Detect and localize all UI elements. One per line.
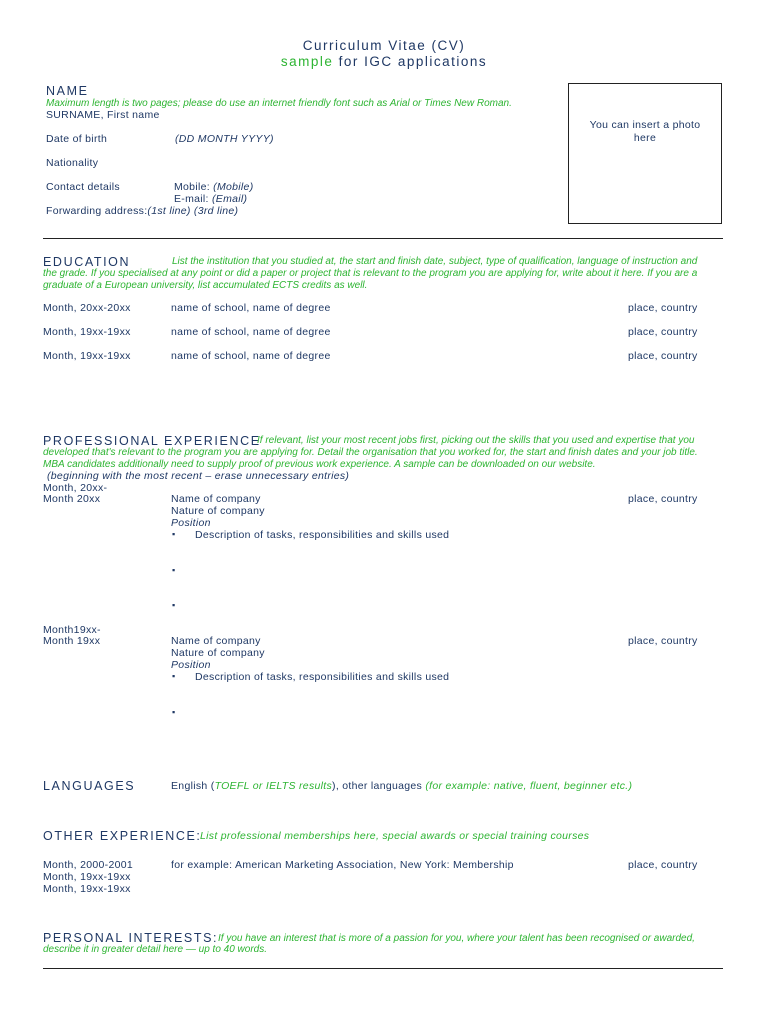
education-heading: EDUCATION xyxy=(43,255,131,269)
other-experience-note: List professional memberships here, special awards or special training courses xyxy=(200,830,590,842)
job-date-start: Month, 20xx- xyxy=(43,482,108,494)
job-task: Description of tasks, responsibilities and skills used xyxy=(195,671,450,683)
education-note-3: graduate of a European university, list accumulated ECTS credits as well. xyxy=(43,280,368,291)
name-heading: NAME xyxy=(46,84,89,98)
job-nature: Nature of company xyxy=(171,505,265,517)
other-date: Month, 2000-2001 xyxy=(43,859,134,871)
languages-line xyxy=(171,780,632,792)
contact-label: Contact details xyxy=(46,181,120,193)
sample-word: sample xyxy=(280,54,334,69)
experience-note-3: MBA candidates additionally need to supply proof of previous work experience. A sample can be downloaded on our website. xyxy=(43,459,596,470)
job-task: Description of tasks, responsibilities and skills used xyxy=(195,529,450,541)
interests-note-2: describe it in greater detail here — up to 40 words. xyxy=(43,944,268,955)
experience-note-1: If relevant, list your most recent jobs first, picking out the skills that you used and expertise that you xyxy=(257,435,695,446)
forwarding-label: Forwarding address: xyxy=(46,205,148,217)
mobile-line xyxy=(174,181,254,193)
job-company: Name of company xyxy=(171,635,261,647)
edu-desc: name of school, name of degree xyxy=(171,350,331,362)
job-date-end: Month 20xx xyxy=(43,493,101,505)
other-date: Month, 19xx-19xx xyxy=(43,883,131,895)
photo-placeholder-text: You can insert a photo here xyxy=(589,119,701,144)
bullet: ▪ xyxy=(172,565,176,575)
edu-date: Month, 19xx-19xx xyxy=(43,350,131,362)
experience-note-2: developed that's relevant to the program you are applying for. Detail the organisation that you worked for, the start and finish dates and your job title. xyxy=(43,447,698,458)
job-place: place, country xyxy=(628,493,698,505)
job-place: place, country xyxy=(628,635,698,647)
experience-heading: PROFESSIONAL EXPERIENCE xyxy=(43,434,261,448)
education-note-2: the grade. If you specialised at any point or did a paper or project that is relevant to the program you are applying for, write about it here. If you are a xyxy=(43,268,698,279)
bullet: ▪ xyxy=(172,529,176,539)
divider-bottom xyxy=(43,968,723,969)
interests-heading: PERSONAL INTERESTS: xyxy=(43,931,219,945)
mobile-label: Mobile: xyxy=(174,181,210,193)
education-note-1: List the institution that you studied at, the start and finish date, subject, type of qualification, language of instruction and xyxy=(172,256,698,267)
email-label: E-mail: xyxy=(174,193,209,205)
job-date-end: Month 19xx xyxy=(43,635,101,647)
other-experience-heading: OTHER EXPERIENCE: xyxy=(43,829,202,843)
job-company: Name of company xyxy=(171,493,261,505)
bullet: ▪ xyxy=(172,707,176,717)
job-date-start: Month19xx- xyxy=(43,624,101,636)
forwarding-value: (1st line) (3rd line) xyxy=(147,205,239,217)
edu-date: Month, 19xx-19xx xyxy=(43,326,131,338)
bullet: ▪ xyxy=(172,600,176,610)
job-nature: Nature of company xyxy=(171,647,265,659)
experience-note-4: (beginning with the most recent – erase unnecessary entries) xyxy=(47,470,350,482)
surname-field: SURNAME, First name xyxy=(46,109,160,121)
job-position: Position xyxy=(171,659,211,671)
other-place: place, country xyxy=(628,859,698,871)
mobile-value: (Mobile) xyxy=(213,181,254,193)
edu-desc: name of school, name of degree xyxy=(171,326,331,338)
email-line xyxy=(174,193,247,205)
nationality-label: Nationality xyxy=(46,157,99,169)
bullet: ▪ xyxy=(172,671,176,681)
edu-date: Month, 20xx-20xx xyxy=(43,302,131,314)
edu-desc: name of school, name of degree xyxy=(171,302,331,314)
languages-heading: LANGUAGES xyxy=(43,779,136,793)
interests-note-1: If you have an interest that is more of a passion for you, where your talent has been recognised or awarded, xyxy=(218,933,695,944)
job-position: Position xyxy=(171,517,211,529)
cv-title: Curriculum Vitae (CV) xyxy=(302,38,466,53)
other-desc: for example: American Marketing Association, New York: Membership xyxy=(171,859,514,871)
languages-example: (for example: native, fluent, beginner etc.) xyxy=(425,780,633,792)
photo-placeholder xyxy=(568,83,722,224)
languages-tests: TOEFL or IELTS results xyxy=(214,780,333,792)
languages-other: ), other languages xyxy=(332,780,426,792)
edu-place: place, country xyxy=(628,326,698,338)
edu-place: place, country xyxy=(628,350,698,362)
dob-label: Date of birth xyxy=(46,133,108,145)
divider-top xyxy=(43,238,723,239)
languages-english: English ( xyxy=(171,780,215,792)
forwarding-line xyxy=(46,205,238,217)
edu-place: place, country xyxy=(628,302,698,314)
other-date: Month, 19xx-19xx xyxy=(43,871,131,883)
dob-value: (DD MONTH YYYY) xyxy=(175,133,274,145)
subtitle-rest: for IGC applications xyxy=(333,54,488,69)
name-note: Maximum length is two pages; please do use an internet friendly font such as Arial or Times New Roman. xyxy=(46,98,512,109)
email-value: (Email) xyxy=(212,193,248,205)
cv-subtitle xyxy=(0,54,768,69)
